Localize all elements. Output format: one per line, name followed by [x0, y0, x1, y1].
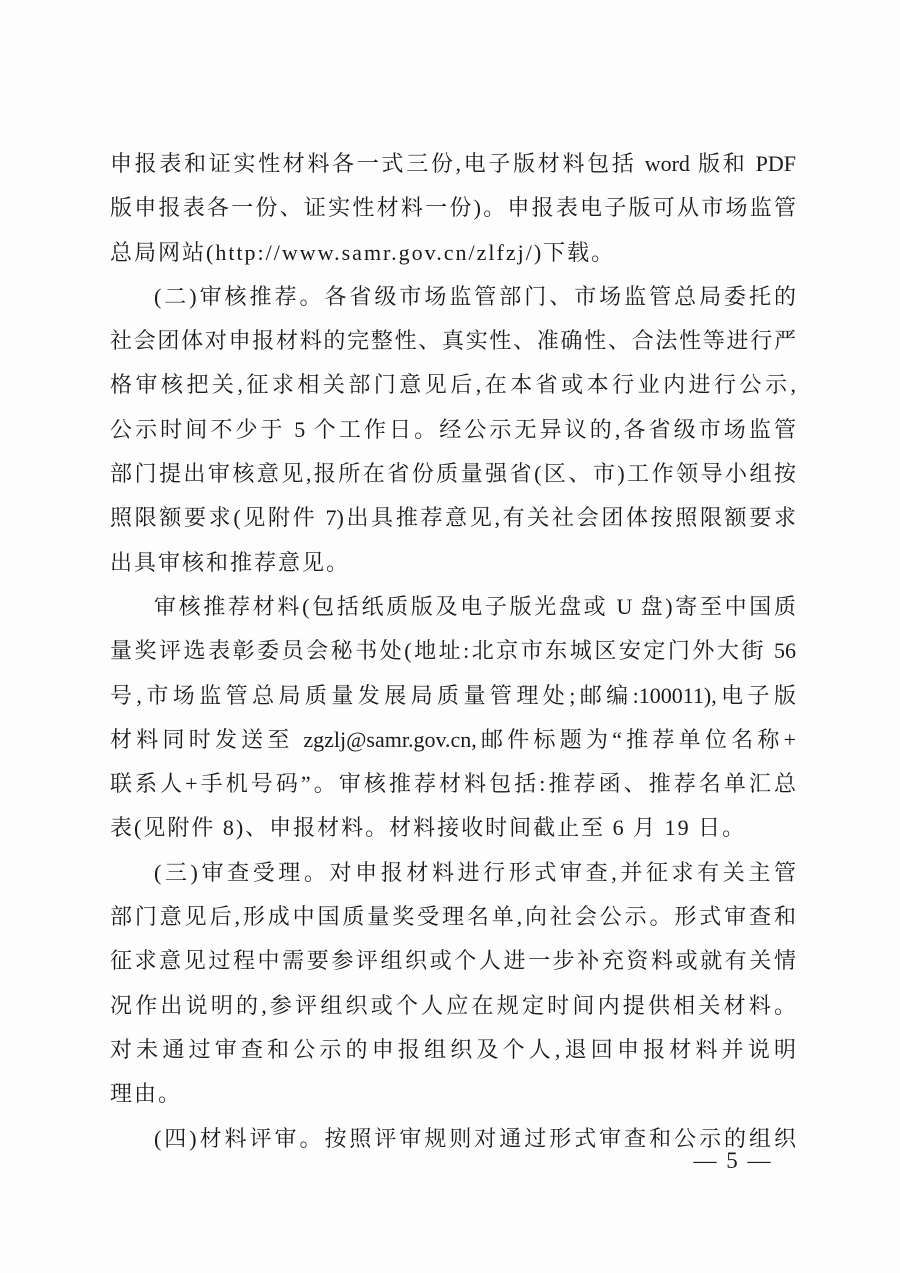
text-line-4: (二)审核推荐。各省级市场监管部门、市场监管总局委托的: [154, 283, 796, 309]
text-line-6: 格审核把关,征求相关部门意见后,在本省或本行业内进行公示,: [110, 372, 796, 398]
text-line-9: 照限额要求(见附件 7)出具推荐意见,有关社会团体按照限额要求: [110, 505, 796, 531]
text-line-14: 材料同时发送至 zgzlj@samr.gov.cn,邮件标题为“推荐单位名称+: [110, 726, 796, 752]
text-line-15: 联系人+手机号码”。审核推荐材料包括:推荐函、推荐名单汇总: [110, 771, 796, 797]
text-line-12: 量奖评选表彰委员会秘书处(地址:北京市东城区安定门外大街 56: [110, 638, 796, 664]
text-line-11: 审核推荐材料(包括纸质版及电子版光盘或 U 盘)寄至中国质: [154, 593, 796, 619]
text-line-22: 理由。: [110, 1081, 183, 1107]
text-line-17: (三)审查受理。对申报材料进行形式审查,并征求有关主管: [154, 859, 796, 885]
text-line-2: 版申报表各一份、证实性材料一份)。申报表电子版可从市场监管: [110, 195, 796, 221]
text-line-8: 部门提出审核意见,报所在省份质量强省(区、市)工作领导小组按: [110, 461, 796, 487]
text-line-18: 部门意见后,形成中国质量奖受理名单,向社会公示。形式审查和: [110, 904, 796, 930]
text-line-23: (四)材料评审。按照评审规则对通过形式审查和公示的组织: [154, 1125, 796, 1151]
text-line-20: 况作出说明的,参评组织或个人应在规定时间内提供相关材料。: [110, 992, 796, 1018]
text-line-19: 征求意见过程中需要参评组织或个人进一步补充资料或就有关情: [110, 948, 796, 974]
text-line-5: 社会团体对申报材料的完整性、真实性、准确性、合法性等进行严: [110, 328, 796, 354]
text-line-13: 号,市场监管总局质量发展局质量管理处;邮编:100011),电子版: [110, 682, 796, 708]
page-number: — 5 —: [693, 1148, 773, 1173]
text-line-16: 表(见附件 8)、申报材料。材料接收时间截止至 6 月 19 日。: [110, 815, 747, 841]
text-line-10: 出具审核和推荐意见。: [110, 549, 351, 575]
text-line-1: 申报表和证实性材料各一式三份,电子版材料包括 word 版和 PDF: [110, 151, 796, 176]
text-line-21: 对未通过审查和公示的申报组织及个人,退回申报材料并说明: [110, 1036, 796, 1062]
text-line-3: 总局网站(http://www.samr.gov.cn/zlfzj/)下载。: [110, 239, 616, 265]
document-body: [110, 142, 796, 1161]
text-line-7: 公示时间不少于 5 个工作日。经公示无异议的,各省级市场监管: [110, 416, 796, 442]
